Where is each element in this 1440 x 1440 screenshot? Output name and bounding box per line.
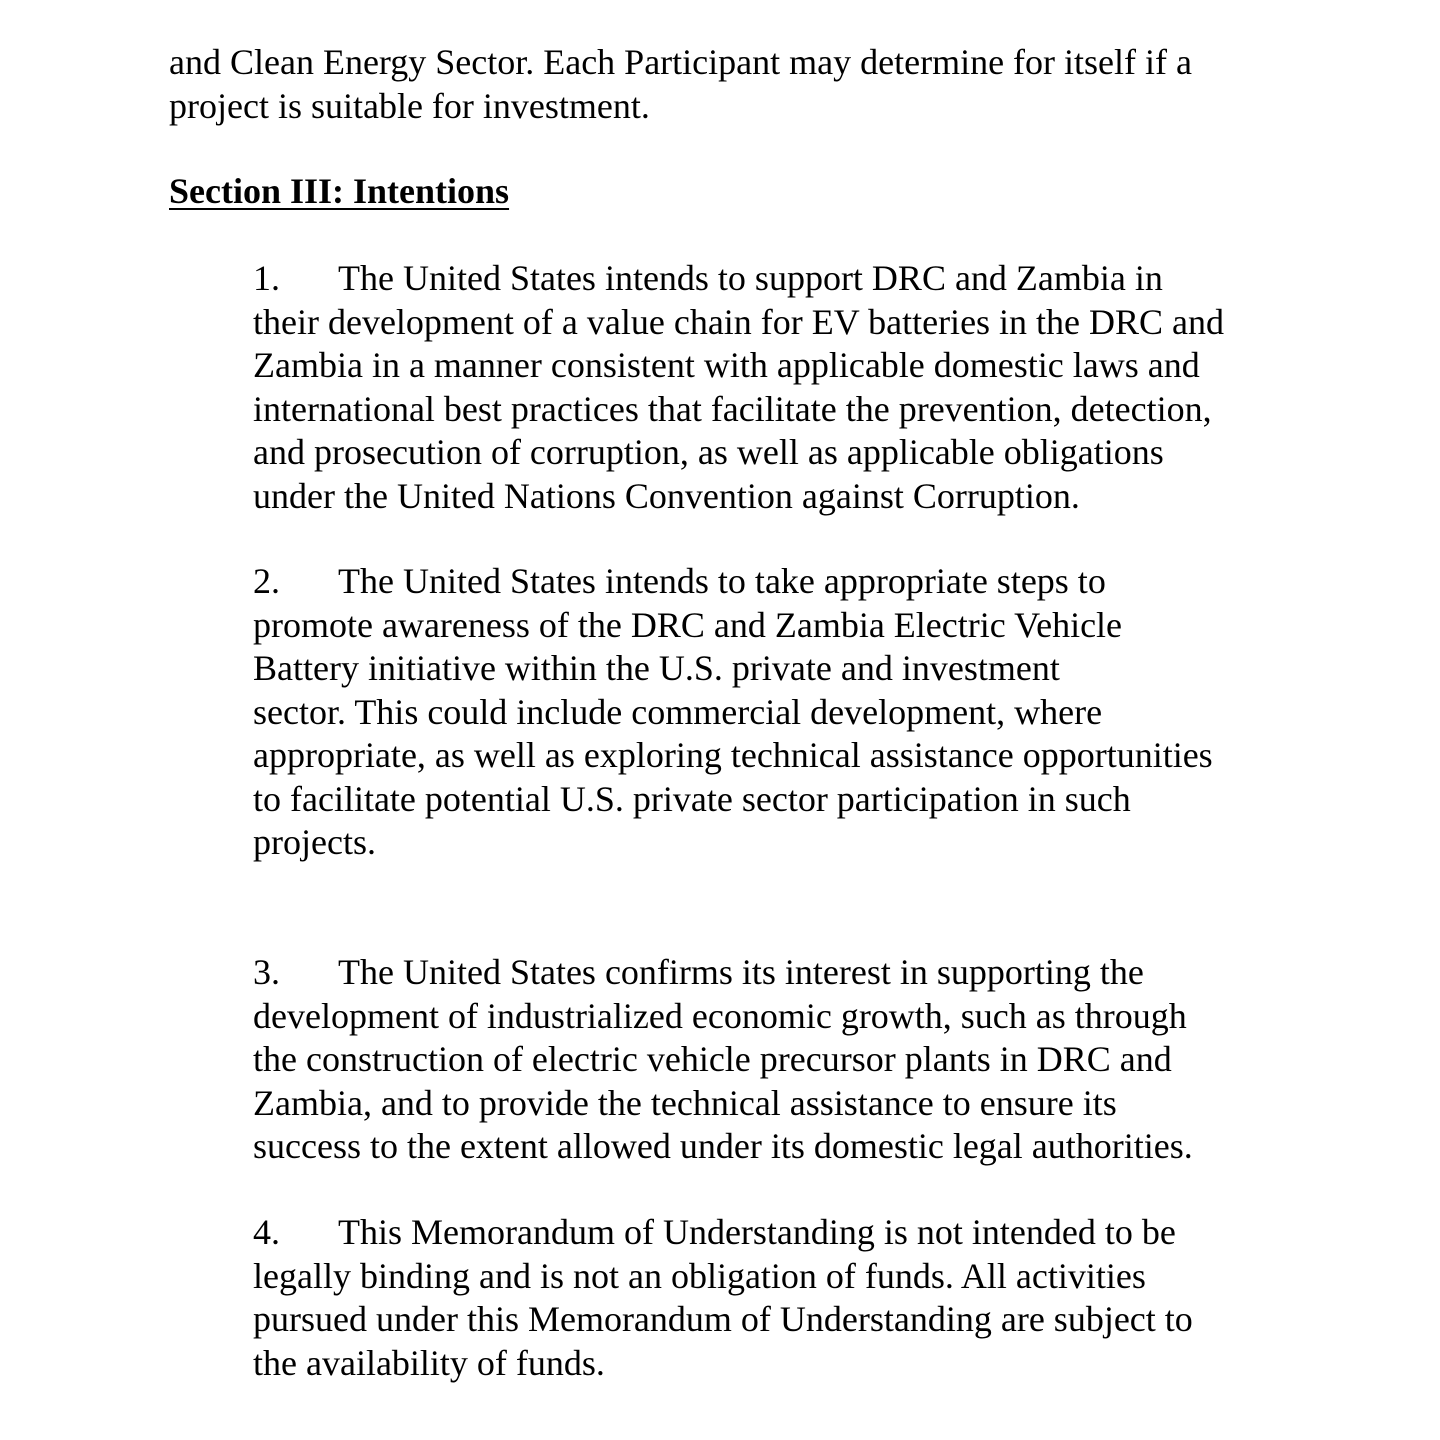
item-number: 1. (253, 258, 280, 298)
text-line: projects. (253, 822, 376, 862)
text-line: Zambia, and to provide the technical assistance to ensure its (253, 1082, 1117, 1123)
text-line (253, 560, 1213, 604)
text-line: Zambia in a manner consistent with applicable domestic laws and (253, 345, 1200, 385)
text-line: their development of a value chain for EV batteries in the DRC and (253, 301, 1225, 342)
text-line (253, 257, 1224, 301)
item-text: The United States confirms its interest in supporting the (338, 952, 1144, 992)
text-line: legally binding and is not an obligation of funds. All activities (253, 1255, 1146, 1296)
text-line: development of industrialized economic growth, such as through (253, 995, 1187, 1036)
text-line: the construction of electric vehicle precursor plants in DRC and (253, 1039, 1172, 1079)
text-line: sector. This could include commercial development, where (253, 691, 1103, 732)
text-line: Battery initiative within the U.S. private and investment (253, 648, 1060, 688)
text-line: project is suitable for investment. (169, 85, 650, 126)
item-number: 4. (253, 1212, 280, 1252)
text-line: under the United Nations Convention against Corruption. (253, 475, 1080, 516)
text-line: and Clean Energy Sector. Each Participant may determine for itself if a (169, 42, 1192, 82)
text-line: pursued under this Memorandum of Understanding are subject to (253, 1299, 1193, 1339)
section-heading: Section III: Intentions (169, 171, 510, 211)
list-item (253, 257, 1224, 518)
text-line: appropriate, as well as exploring technical assistance opportunities (253, 735, 1213, 775)
list-item (253, 1211, 1193, 1385)
text-line: the availability of funds. (253, 1342, 605, 1383)
intro-paragraph (169, 41, 1192, 128)
item-number: 2. (253, 561, 280, 601)
item-text: The United States intends to take appropriate steps to (338, 561, 1106, 601)
text-line (253, 1211, 1193, 1255)
text-line: to facilitate potential U.S. private sector participation in such (253, 778, 1131, 819)
text-line: promote awareness of the DRC and Zambia Electric Vehicle (253, 604, 1123, 645)
list-item (253, 560, 1213, 865)
list-item (253, 951, 1193, 1169)
item-text: This Memorandum of Understanding is not intended to be (338, 1212, 1176, 1252)
text-line: and prosecution of corruption, as well as applicable obligations (253, 432, 1164, 472)
text-line: success to the extent allowed under its domestic legal authorities. (253, 1126, 1193, 1166)
item-number: 3. (253, 952, 280, 992)
text-line (253, 951, 1193, 995)
item-text: The United States intends to support DRC and Zambia in (338, 258, 1163, 298)
text-line: international best practices that facilitate the prevention, detection, (253, 388, 1212, 429)
